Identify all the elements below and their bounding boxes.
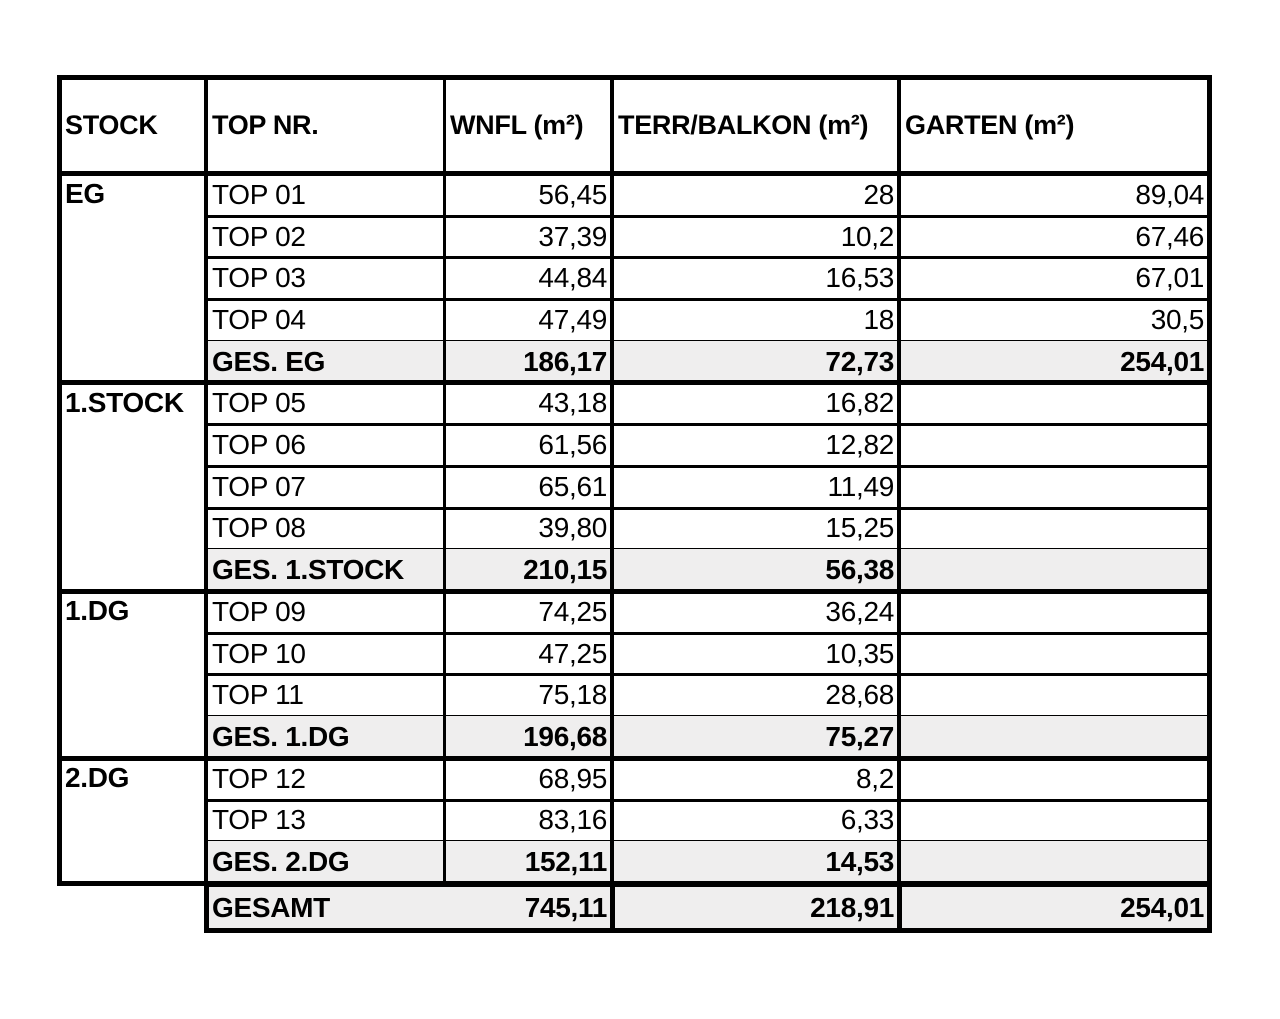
top-nr-cell: TOP 01 [212,178,306,210]
garten-cell [899,800,1209,842]
grid-line [443,75,446,885]
garten-cell [899,383,1209,425]
header-top-nr: TOP NR. [212,110,319,140]
total-terr-balkon: 218,91 [810,891,894,923]
top-nr-cell: TOP 11 [212,679,304,711]
total-label: GESAMT [212,891,330,923]
grid-line [1207,883,1212,933]
wnfl-cell: 47,49 [538,303,607,335]
top-nr-cell: TOP 05 [212,387,306,419]
top-nr-cell: TOP 13 [212,804,306,836]
subtotal-wnfl: 152,11 [524,846,607,878]
wnfl-cell: 75,18 [538,679,607,711]
subtotal-wnfl: 210,15 [523,554,607,586]
garten-cell [899,633,1209,675]
terr-balkon-cell: 15,25 [825,512,894,544]
header-terr-balkon: TERR/BALKON (m²) [618,110,869,140]
grid-line [610,75,614,885]
top-nr-cell: TOP 07 [212,470,306,502]
terr-balkon-cell: 18 [863,303,894,335]
wnfl-cell: 83,16 [538,804,607,836]
top-nr-cell: TOP 02 [212,220,306,252]
wnfl-cell: 65,61 [538,470,607,502]
subtotal-garten [899,841,1209,883]
top-nr-cell: TOP 12 [212,762,306,794]
grid-line [610,883,615,933]
subtotal-terr-balkon: 56,38 [825,554,894,586]
terr-balkon-cell: 16,82 [825,387,894,419]
wnfl-cell: 39,80 [538,512,607,544]
garten-cell [899,591,1209,633]
grid-line [897,75,901,885]
stock-label: 1.STOCK [65,386,184,418]
grid-line [57,75,1211,80]
subtotal-label: GES. 1.DG [212,720,350,752]
wnfl-cell: 74,25 [538,595,607,627]
grid-line [57,589,1211,594]
grid-line [1207,75,1212,885]
terr-balkon-cell: 6,33 [840,804,894,836]
grid-line [57,75,62,885]
wnfl-cell: 47,25 [538,637,607,669]
terr-balkon-cell: 11,49 [827,470,894,502]
header-garten: GARTEN (m²) [905,110,1075,140]
garten-cell: 67,01 [1135,262,1204,294]
terr-balkon-cell: 28 [863,178,894,210]
stock-label: EG [65,178,105,209]
grid-line [57,380,1211,385]
total-wnfl: 745,11 [524,891,607,923]
subtotal-label: GES. EG [212,345,326,377]
terr-balkon-cell: 10,35 [825,637,894,669]
wnfl-cell: 43,18 [538,387,607,419]
subtotal-terr-balkon: 14,53 [825,846,894,878]
wnfl-cell: 61,56 [538,429,607,461]
terr-balkon-cell: 28,68 [825,679,894,711]
wnfl-cell: 56,45 [538,178,607,210]
garten-cell [899,466,1209,508]
subtotal-terr-balkon: 75,27 [825,720,894,752]
stock-label: 2.DG [65,761,130,793]
top-nr-cell: TOP 06 [212,429,306,461]
garten-cell [899,424,1209,466]
header-stock: STOCK [65,110,158,140]
top-nr-cell: TOP 03 [212,262,306,294]
subtotal-garten: 254,01 [1120,345,1204,377]
wnfl-cell: 37,39 [538,220,607,252]
terr-balkon-cell: 10,2 [840,220,894,252]
garten-cell [899,674,1209,716]
top-nr-cell: TOP 10 [212,637,306,669]
garten-cell [899,508,1209,550]
terr-balkon-cell: 36,24 [825,595,894,627]
subtotal-terr-balkon: 72,73 [825,345,894,377]
garten-cell: 67,46 [1135,220,1204,252]
grid-line [204,883,209,933]
wnfl-cell: 44,84 [538,262,607,294]
terr-balkon-cell: 16,53 [825,262,894,294]
subtotal-label: GES. 1.STOCK [212,554,404,586]
total-garten: 254,01 [1120,891,1204,923]
top-nr-cell: TOP 04 [212,303,306,335]
stock-label: 1.DG [65,595,130,626]
subtotal-wnfl: 196,68 [523,720,607,752]
wnfl-cell: 68,95 [538,762,607,794]
garten-cell [899,758,1209,800]
subtotal-garten [899,549,1209,591]
grid-line [204,928,1211,933]
terr-balkon-cell: 8,2 [855,762,894,794]
grid-line [897,883,902,933]
subtotal-garten [899,716,1209,758]
subtotal-wnfl: 186,17 [523,345,607,377]
header-wnfl: WNFL (m²) [450,110,584,140]
grid-line [57,171,1211,176]
garten-cell: 30,5 [1150,303,1204,335]
grid-line [57,756,1211,761]
top-nr-cell: TOP 09 [212,595,306,627]
terr-balkon-cell: 12,82 [825,429,894,461]
top-nr-cell: TOP 08 [212,512,306,544]
grid-line [204,75,208,885]
garten-cell: 89,04 [1135,178,1204,210]
subtotal-label: GES. 2.DG [212,846,350,878]
grid-line [204,883,1211,887]
